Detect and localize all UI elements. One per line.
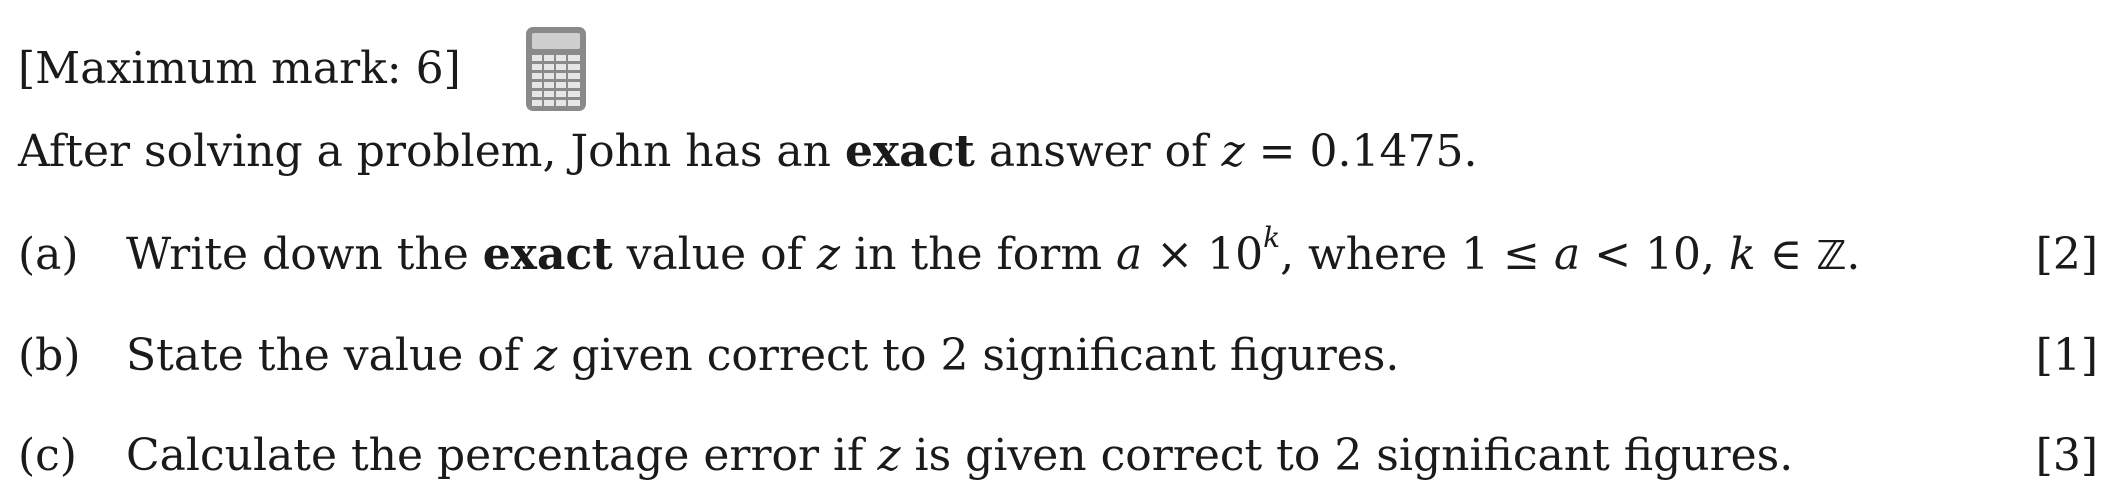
part-a-marks: [2] [2035, 229, 2098, 280]
part-a-emphasis: exact [482, 229, 613, 280]
intro-text-mid: answer of [974, 126, 1222, 177]
part-a-text-8: . [1846, 229, 1861, 280]
part-a-integer-set: ℤ [1816, 233, 1847, 279]
part-b-marks: [1] [2035, 330, 2098, 381]
question-intro [18, 122, 1477, 182]
part-a-exponent-k: k [1263, 221, 1281, 255]
part-c-text [126, 426, 2036, 486]
part-a-var-a-2: a [1553, 229, 1581, 280]
part-b-text-2: given correct to 2 significant figures. [557, 330, 1400, 381]
part-c-var-z: z [877, 430, 901, 481]
question-part-a [18, 221, 2098, 286]
intro-equation: = 0.1475. [1244, 126, 1478, 177]
part-b-var-z: z [534, 330, 558, 381]
calculator-icon [525, 26, 587, 112]
part-c-text-2: is given correct to 2 significant figures. [900, 430, 1794, 481]
question-header [18, 26, 587, 112]
part-c-text-1: Calculate the percentage error if [126, 430, 878, 481]
part-a-text-2: value of [612, 229, 817, 280]
intro-text: After solving a problem, John has an [18, 126, 845, 177]
part-c-label: (c) [18, 430, 77, 481]
part-b-text [126, 326, 2036, 386]
part-b-text-1: State the value of [126, 330, 535, 381]
part-a-var-k: k [1729, 229, 1756, 280]
part-a-text-6: < 10, [1580, 229, 1730, 280]
intro-variable: z [1221, 126, 1245, 177]
part-a-text [126, 221, 2036, 286]
part-b-label: (b) [18, 330, 81, 381]
part-a-var-a: a [1116, 229, 1143, 280]
part-a-label: (a) [18, 229, 79, 280]
part-a-text-4: × 10 [1142, 229, 1264, 280]
part-c-marks: [3] [2035, 430, 2098, 481]
question-part-c [18, 426, 2098, 486]
question-part-b [18, 326, 2098, 386]
part-a-var-z: z [816, 229, 841, 280]
part-a-text-5: , where 1 ≤ [1280, 229, 1554, 280]
maximum-mark: [Maximum mark: 6] [18, 43, 461, 94]
intro-emphasis: exact [844, 126, 975, 177]
part-a-text-3: in the form [840, 229, 1117, 280]
part-a-text-1: Write down the [126, 229, 483, 280]
part-a-text-7: ∈ [1755, 229, 1817, 280]
